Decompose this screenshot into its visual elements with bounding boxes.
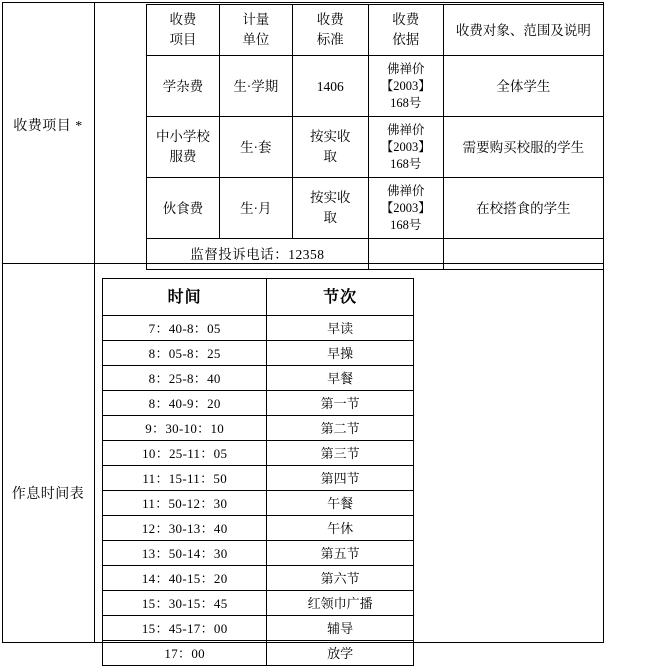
schedule-row2-time: 8：25-8：40 xyxy=(103,366,267,391)
fees-row1-standard-line1: 按实收 xyxy=(310,129,351,144)
schedule-row10-period: 第六节 xyxy=(267,566,414,591)
schedule-row xyxy=(103,566,414,591)
fees-row0-basis-line2: 【2003】 xyxy=(380,78,431,93)
schedule-row2-period: 早餐 xyxy=(267,366,414,391)
schedule-row1-period: 早操 xyxy=(267,341,414,366)
schedule-row4-time: 9：30-10：10 xyxy=(103,416,267,441)
fees-row1-scope: 需要购买校服的学生 xyxy=(443,117,603,178)
schedule-row xyxy=(103,391,414,416)
schedule-row13-time: 17：00 xyxy=(103,641,267,666)
fees-table-row xyxy=(147,178,604,239)
complaint-phone: 监督投诉电话：12358 xyxy=(147,239,369,270)
fees-row2-basis xyxy=(368,178,443,239)
fees-row2-basis-line2: 【2003】 xyxy=(380,200,431,215)
fees-row2-unit: 生·月 xyxy=(219,178,292,239)
label-column-divider xyxy=(94,2,95,643)
row-label-fees: 收费项目 * xyxy=(13,119,83,134)
schedule-row6-time: 11：15-11：50 xyxy=(103,466,267,491)
fees-row2-item: 伙食费 xyxy=(147,178,220,239)
schedule-row0-time: 7：40-8：05 xyxy=(103,316,267,341)
schedule-row11-time: 15：30-15：45 xyxy=(103,591,267,616)
schedule-row xyxy=(103,591,414,616)
schedule-row7-period: 午餐 xyxy=(267,491,414,516)
schedule-table-wrapper xyxy=(102,278,414,666)
schedule-header-time: 时间 xyxy=(103,279,267,316)
fees-row1-unit: 生·套 xyxy=(219,117,292,178)
fees-row0-item: 学杂费 xyxy=(147,56,220,117)
fees-header-basis-line1: 收费 xyxy=(392,12,420,27)
schedule-row12-time: 15：45-17：00 xyxy=(103,616,267,641)
fees-table-footer-row xyxy=(147,239,604,270)
fees-row2-basis-line1: 佛禅价 xyxy=(387,183,425,198)
schedule-row xyxy=(103,366,414,391)
fees-footer-basis-blank xyxy=(368,239,443,270)
schedule-row xyxy=(103,316,414,341)
fees-table xyxy=(146,4,604,270)
fees-table-wrapper xyxy=(146,4,604,270)
schedule-row0-period: 早读 xyxy=(267,316,414,341)
schedule-row3-time: 8：40-9：20 xyxy=(103,391,267,416)
schedule-row3-period: 第一节 xyxy=(267,391,414,416)
fees-header-unit-line2: 单位 xyxy=(242,32,270,47)
fees-row2-standard xyxy=(292,178,368,239)
schedule-table xyxy=(102,278,414,666)
schedule-row7-time: 11：50-12：30 xyxy=(103,491,267,516)
fees-row1-item-line1: 中小学校 xyxy=(155,129,210,144)
fees-row0-scope: 全体学生 xyxy=(443,56,603,117)
fees-header-standard xyxy=(292,5,368,56)
schedule-row11-period: 红领巾广播 xyxy=(267,591,414,616)
fees-header-basis xyxy=(368,5,443,56)
schedule-row6-period: 第四节 xyxy=(267,466,414,491)
row-label-schedule: 作息时间表 xyxy=(11,487,85,502)
schedule-row9-time: 13：50-14：30 xyxy=(103,541,267,566)
schedule-row5-time: 10：25-11：05 xyxy=(103,441,267,466)
fees-row0-unit: 生·学期 xyxy=(219,56,292,117)
fees-header-item-line2: 项目 xyxy=(169,32,197,47)
schedule-row xyxy=(103,616,414,641)
schedule-row5-period: 第三节 xyxy=(267,441,414,466)
schedule-row12-period: 辅导 xyxy=(267,616,414,641)
schedule-row xyxy=(103,416,414,441)
fees-header-item xyxy=(147,5,220,56)
schedule-header-row xyxy=(103,279,414,316)
schedule-row xyxy=(103,541,414,566)
fees-row0-basis-line1: 佛禅价 xyxy=(387,61,425,76)
fees-row2-standard-line1: 按实收 xyxy=(310,190,351,205)
fees-footer-scope-blank xyxy=(443,239,603,270)
fees-row1-item-line2: 服费 xyxy=(169,149,197,164)
fees-table-row xyxy=(147,56,604,117)
schedule-row4-period: 第二节 xyxy=(267,416,414,441)
fees-row1-basis-line3: 168号 xyxy=(390,156,422,171)
fees-header-item-line1: 收费 xyxy=(169,12,197,27)
fees-row1-basis-line2: 【2003】 xyxy=(380,139,431,154)
schedule-row xyxy=(103,491,414,516)
fees-row2-scope: 在校搭食的学生 xyxy=(443,178,603,239)
schedule-row1-time: 8：05-8：25 xyxy=(103,341,267,366)
schedule-row8-period: 午休 xyxy=(267,516,414,541)
fees-header-standard-line1: 收费 xyxy=(316,12,344,27)
fees-row1-basis xyxy=(368,117,443,178)
fees-header-unit xyxy=(219,5,292,56)
fees-table-row xyxy=(147,117,604,178)
schedule-row8-time: 12：30-13：40 xyxy=(103,516,267,541)
fees-row1-standard xyxy=(292,117,368,178)
fees-row0-standard: 1406 xyxy=(292,56,368,117)
fees-header-standard-line2: 标准 xyxy=(316,32,344,47)
fees-row0-basis xyxy=(368,56,443,117)
fees-header-scope: 收费对象、范围及说明 xyxy=(443,5,603,56)
fees-table-header-row xyxy=(147,5,604,56)
schedule-row13-period: 放学 xyxy=(267,641,414,666)
schedule-row xyxy=(103,341,414,366)
fees-row2-standard-line2: 取 xyxy=(323,210,338,225)
schedule-row10-time: 14：40-15：20 xyxy=(103,566,267,591)
schedule-row xyxy=(103,466,414,491)
fees-row2-basis-line3: 168号 xyxy=(390,217,422,232)
schedule-row xyxy=(103,516,414,541)
fees-row1-item xyxy=(147,117,220,178)
fees-row0-basis-line3: 168号 xyxy=(390,95,422,110)
fees-header-unit-line1: 计量 xyxy=(242,12,270,27)
schedule-row xyxy=(103,641,414,666)
fees-row1-basis-line1: 佛禅价 xyxy=(387,122,425,137)
schedule-row xyxy=(103,441,414,466)
schedule-row9-period: 第五节 xyxy=(267,541,414,566)
fees-row1-standard-line2: 取 xyxy=(323,149,338,164)
schedule-header-period: 节次 xyxy=(267,279,414,316)
fees-header-basis-line2: 依据 xyxy=(392,32,420,47)
